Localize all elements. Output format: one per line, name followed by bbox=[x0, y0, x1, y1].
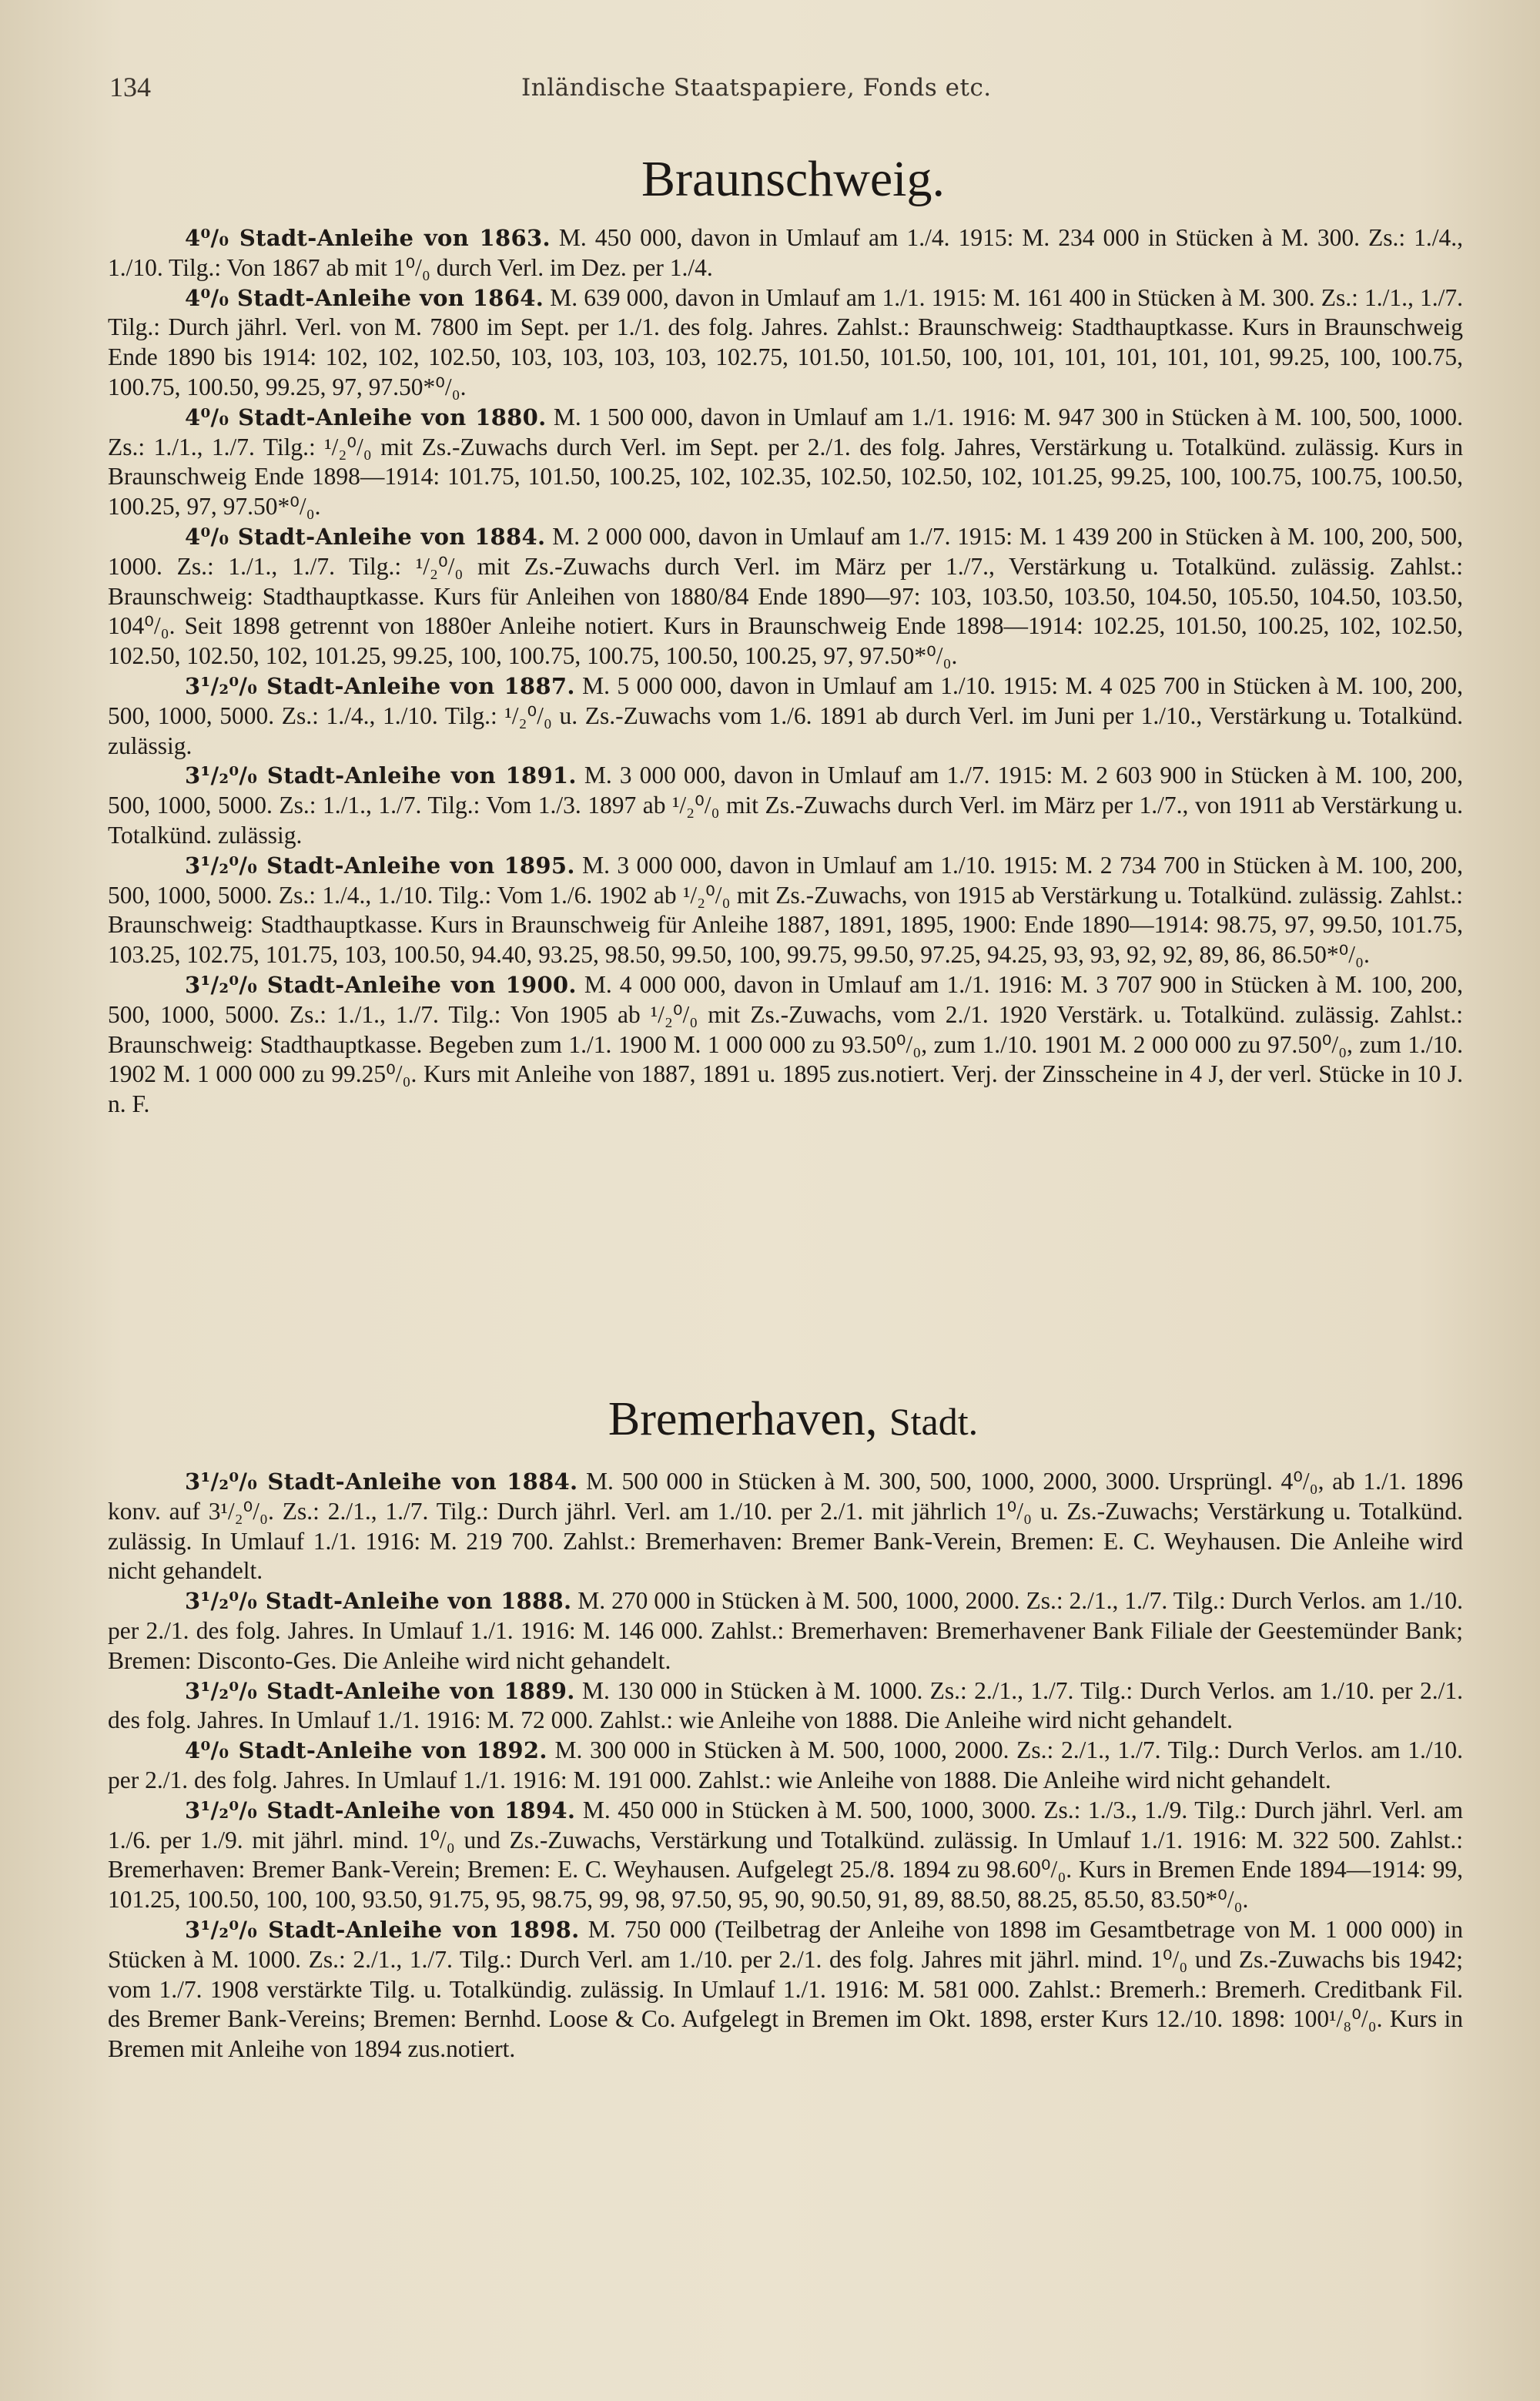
entry-title: 3¹/₂⁰/₀ Stadt-Anleihe von 1887. bbox=[185, 672, 575, 699]
entry-text: M. 300 000 in Stücken à M. 500, 1000, 2000. Zs.: 2./1., 1./7. Tilg.: Durch Verlos. am 1./10. per 2./1. des folg. Jahres. In Umlauf 1./1. 1916: M. 191 000. Zahlst.: wie Anleihe von 1888. Die Anleihe wird nicht gehandelt. bbox=[108, 1736, 1464, 1793]
entry-title: 4⁰/₀ Stadt-Anleihe von 1864. bbox=[185, 284, 544, 311]
entry-text: M. 450 000 in Stücken à M. 500, 1000, 3000. Zs.: 1./3., 1./9. Tilg.: Durch jährl. Verl. am 1./6. per 1./9. mit jährl. mind. 1⁰/₀ und Zs.-Zuwachs, Verstärkung und Totalkünd. zulässig. In Umlauf 1./1. 1916: M. 322 500. Zahlst.: Bremerhaven: Bremer Bank-Verein; Bremen: E. C. Weyhausen. Aufgelegt 25./8. 1894 zu 98.60⁰/₀. Kurs in Bremen Ende 1894—1914: 99, 101.25, 100.50, 100, 100, 93.50, 91.75, 95, 98.75, 99, 98, 97.50, 95, 90, 90.50, 91, 89, 88.50, 88.25, 85.50, 83.50*⁰/₀. bbox=[108, 1796, 1464, 1914]
entry-1889 bbox=[108, 1676, 1463, 1736]
entry-title: 4⁰/₀ Stadt-Anleihe von 1880. bbox=[185, 404, 547, 430]
entry-1898 bbox=[108, 1915, 1463, 2064]
entry-text: M. 4 000 000, davon in Umlauf am 1./1. 1916: M. 3 707 900 in Stücken à M. 100, 200, 500, 1000, 5000. Zs.: 1./1., 1./7. Tilg.: Von 1905 ab ¹/₂⁰/₀ mit Zs.-Zuwachs, vom 2./1. 1920 Verstärk. u. Totalkünd. zulässig. Zahlst.: Braunschweig: Stadthauptkasse. Begeben zum 1./1. 1900 M. 1 000 000 zu 93.50⁰/₀, zum 1./10. 1901 M. 2 000 000 zu 97.50⁰/₀, zum 1./10. 1902 M. 1 000 000 zu 99.25⁰/₀. Kurs mit Anleihe von 1887, 1891 u. 1895 zus.notiert. Verj. der Zinsscheine in 4 J, der verl. Stücke in 10 J. n. F. bbox=[108, 970, 1464, 1118]
entry-title: 3¹/₂⁰/₀ Stadt-Anleihe von 1898. bbox=[185, 1916, 580, 1943]
entry-text: M. 450 000, davon in Umlauf am 1./4. 1915: M. 234 000 in Stücken à M. 300. Zs.: 1./4., 1./10. Tilg.: Von 1867 ab mit 1⁰/₀ durch Verl. im Dez. per 1./4. bbox=[108, 224, 1464, 281]
entry-1892 bbox=[108, 1736, 1463, 1796]
entry-title: 3¹/₂⁰/₀ Stadt-Anleihe von 1884. bbox=[185, 1468, 578, 1495]
entry-title: 3¹/₂⁰/₀ Stadt-Anleihe von 1894. bbox=[185, 1797, 576, 1823]
section-title-braunschweig: Braunschweig. bbox=[641, 151, 946, 207]
entry-title: 3¹/₂⁰/₀ Stadt-Anleihe von 1895. bbox=[185, 852, 575, 879]
entry-1894 bbox=[108, 1796, 1463, 1915]
entry-title: 4⁰/₀ Stadt-Anleihe von 1892. bbox=[185, 1737, 547, 1764]
entry-text: M. 270 000 in Stücken à M. 500, 1000, 2000. Zs.: 2./1., 1./7. Tilg.: Durch Verlos. am 1./10. per 2./1. des folg. Jahres. In Umlauf 1./1. 1916: M. 146 000. Zahlst.: Bremerhaven: Bremerhavener Bank Filiale der Geestemünder Bank; Bremen: Disconto-Ges. Die Anleihe wird nicht gehandelt. bbox=[108, 1587, 1463, 1674]
entry-title: 3¹/₂⁰/₀ Stadt-Anleihe von 1900. bbox=[185, 971, 577, 998]
entry-1900 bbox=[108, 970, 1463, 1120]
entry-1884 bbox=[108, 1467, 1463, 1586]
entry-title: 3¹/₂⁰/₀ Stadt-Anleihe von 1888. bbox=[185, 1588, 572, 1615]
section-title-city: Bremerhaven, bbox=[608, 1393, 878, 1445]
section-title-bremerhaven bbox=[108, 1392, 1478, 1447]
entry-1888 bbox=[108, 1586, 1463, 1676]
entry-text: M. 1 500 000, davon in Umlauf am 1./1. 1916: M. 947 300 in Stücken à M. 100, 500, 1000. Zs.: 1./1., 1./7. Tilg.: ¹/₂⁰/₀ mit Zs.-Zuwachs durch Verl. im Sept. per 2./1. des folg. Jahres, Verstärkung u. Totalkünd. zulässig. Kurs in Braunschweig Ende 1898—1914: 101.75, 101.50, 100.25, 102, 102.35, 102.50, 102.50, 102, 101.25, 99.25, 100, 100.75, 100.75, 100.50, 100.25, 97, 97.50*⁰/₀. bbox=[108, 403, 1464, 521]
entry-title: 3¹/₂⁰/₀ Stadt-Anleihe von 1891. bbox=[185, 762, 577, 789]
entry-text: M. 5 000 000, davon in Umlauf am 1./10. 1915: M. 4 025 700 in Stücken à M. 100, 200, 500, 1000, 5000. Zs.: 1./4., 1./10. Tilg.: ¹/₂⁰/₀ u. Zs.-Zuwachs vom 1./6. 1891 ab durch Verl. im Juni per 1./10., Verstärkung u. Totalkünd. zulässig. bbox=[108, 671, 1464, 759]
entry-1891 bbox=[108, 761, 1463, 850]
running-title: Inländische Staatspapiere, Fonds etc. bbox=[521, 74, 992, 102]
entry-1884 bbox=[108, 522, 1463, 671]
entry-text: M. 3 000 000, davon in Umlauf am 1./10. 1915: M. 2 734 700 in Stücken à M. 100, 200, 500, 1000, 5000. Zs.: 1./4., 1./10. Tilg.: Vom 1./6. 1902 ab ¹/₂⁰/₀ mit Zs.-Zuwachs, von 1915 ab Verstärkung u. Totalkünd. zulässig. Zahlst.: Braunschweig: Stadthauptkasse. Kurs in Braunschweig für Anleihe 1887, 1891, 1895, 1900: Ende 1890—1914: 98.75, 97, 99.50, 101.75, 103.25, 102.75, 101.75, 103, 100.50, 94.40, 93.25, 98.50, 99.50, 100, 99.75, 99.50, 97.25, 94.25, 93, 93, 92, 92, 89, 86, 86.50*⁰/₀. bbox=[108, 851, 1464, 969]
section-title-suffix: Stadt. bbox=[889, 1400, 979, 1443]
section-bremerhaven bbox=[108, 1467, 1463, 2064]
entry-title: 4⁰/₀ Stadt-Anleihe von 1884. bbox=[185, 523, 546, 550]
entry-1880 bbox=[108, 403, 1463, 522]
entry-text: M. 639 000, davon in Umlauf am 1./1. 1915: M. 161 400 in Stücken à M. 300. Zs.: 1./1., 1./7. Tilg.: Durch jährl. Verl. von M. 7800 im Sept. per 1./1. des folg. Jahres. Zahlst.: Braunschweig: Stadthauptkasse. Kurs in Braunschweig Ende 1890 bis 1914: 102, 102, 102.50, 103, 103, 103, 103, 102.75, 101.50, 101.50, 100, 101, 101, 101, 101, 101, 99.25, 100, 100.75, 100.75, 100.50, 99.25, 97, 97.50*⁰/₀. bbox=[108, 283, 1464, 400]
entry-text: M. 500 000 in Stücken à M. 300, 500, 1000, 2000, 3000. Ursprüngl. 4⁰/₀, ab 1./1. 1896 konv. auf 3¹/₂⁰/₀. Zs.: 2./1., 1./7. Tilg.: Durch jährl. Verl. am 1./10. per 2./1. mit jährlich 1⁰/₀ u. Zs.-Zuwachs; Verstärkung u. Totalkünd. zulässig. In Umlauf 1./1. 1916: M. 219 700. Zahlst.: Bremerhaven: Bremer Bank-Verein, Bremen: E. C. Weyhausen. Die Anleihe wird nicht gehandelt. bbox=[108, 1468, 1463, 1585]
entry-text: M. 750 000 (Teilbetrag der Anleihe von 1898 im Gesamtbetrage von M. 1 000 000) in Stücken à M. 1000. Zs.: 2./1., 1./7. Tilg.: Durch Verl. am 1./10. per 2./1. des folg. Jahres mit jährl. mind. 1⁰/₀ und Zs.-Zuwachs bis 1942; vom 1./7. 1908 verstärkte Tilg. u. Totalkündig. zulässig. In Umlauf 1./1. 1916: M. 581 000. Zahlst.: Bremerh.: Bremerh. Creditbank Fil. des Bremer Bank-Vereins; Bremen: Bernhd. Loose & Co. Aufgelegt in Bremen im Okt. 1898, erster Kurs 12./10. 1898: 100¹/₈⁰/₀. Kurs in Bremen mit Anleihe von 1894 zus.notiert. bbox=[108, 1915, 1464, 2063]
entry-text: M. 130 000 in Stücken à M. 1000. Zs.: 2./1., 1./7. Tilg.: Durch Verlos. am 1./10. per 2./1. des folg. Jahres. In Umlauf 1./1. 1916: M. 72 000. Zahlst.: wie Anleihe von 1888. Die Anleihe wird nicht gehandelt. bbox=[108, 1676, 1463, 1734]
entry-text: M. 3 000 000, davon in Umlauf am 1./7. 1915: M. 2 603 900 in Stücken à M. 100, 200, 500, 1000, 5000. Zs.: 1./1., 1./7. Tilg.: Vom 1./3. 1897 ab ¹/₂⁰/₀ mit Zs.-Zuwachs durch Verl. im März per 1./7., von 1911 ab Verstärkung u. Totalkünd. zulässig. bbox=[108, 762, 1464, 849]
page-header bbox=[109, 71, 1478, 109]
page-number: 134 bbox=[109, 72, 151, 102]
section-braunschweig bbox=[108, 223, 1463, 1120]
entry-title: 4⁰/₀ Stadt-Anleihe von 1863. bbox=[185, 225, 551, 251]
entry-title: 3¹/₂⁰/₀ Stadt-Anleihe von 1889. bbox=[185, 1677, 575, 1704]
entry-1863 bbox=[108, 223, 1463, 283]
entry-1887 bbox=[108, 671, 1463, 761]
entry-1895 bbox=[108, 851, 1463, 970]
entry-text: M. 2 000 000, davon in Umlauf am 1./7. 1915: M. 1 439 200 in Stücken à M. 100, 200, 500, 1000. Zs.: 1./1., 1./7. Tilg.: ¹/₂⁰/₀ mit Zs.-Zuwachs durch Verl. im März per 1./7., Verstärkung u. Totalkünd. zulässig. Zahlst.: Braunschweig: Stadthauptkasse. Kurs für Anleihen von 1880/84 Ende 1890—97: 103, 103.50, 103.50, 104.50, 105.50, 104.50, 103.50, 104⁰/₀. Seit 1898 getrennt von 1880er Anleihe notiert. Kurs in Braunschweig Ende 1898—1914: 102.25, 101.50, 100.25, 102, 102.50, 102.50, 102.50, 102, 101.25, 99.25, 100, 100.75, 100.75, 100.50, 100.25, 97, 97.50*⁰/₀. bbox=[108, 522, 1464, 670]
entry-1864 bbox=[108, 283, 1463, 403]
